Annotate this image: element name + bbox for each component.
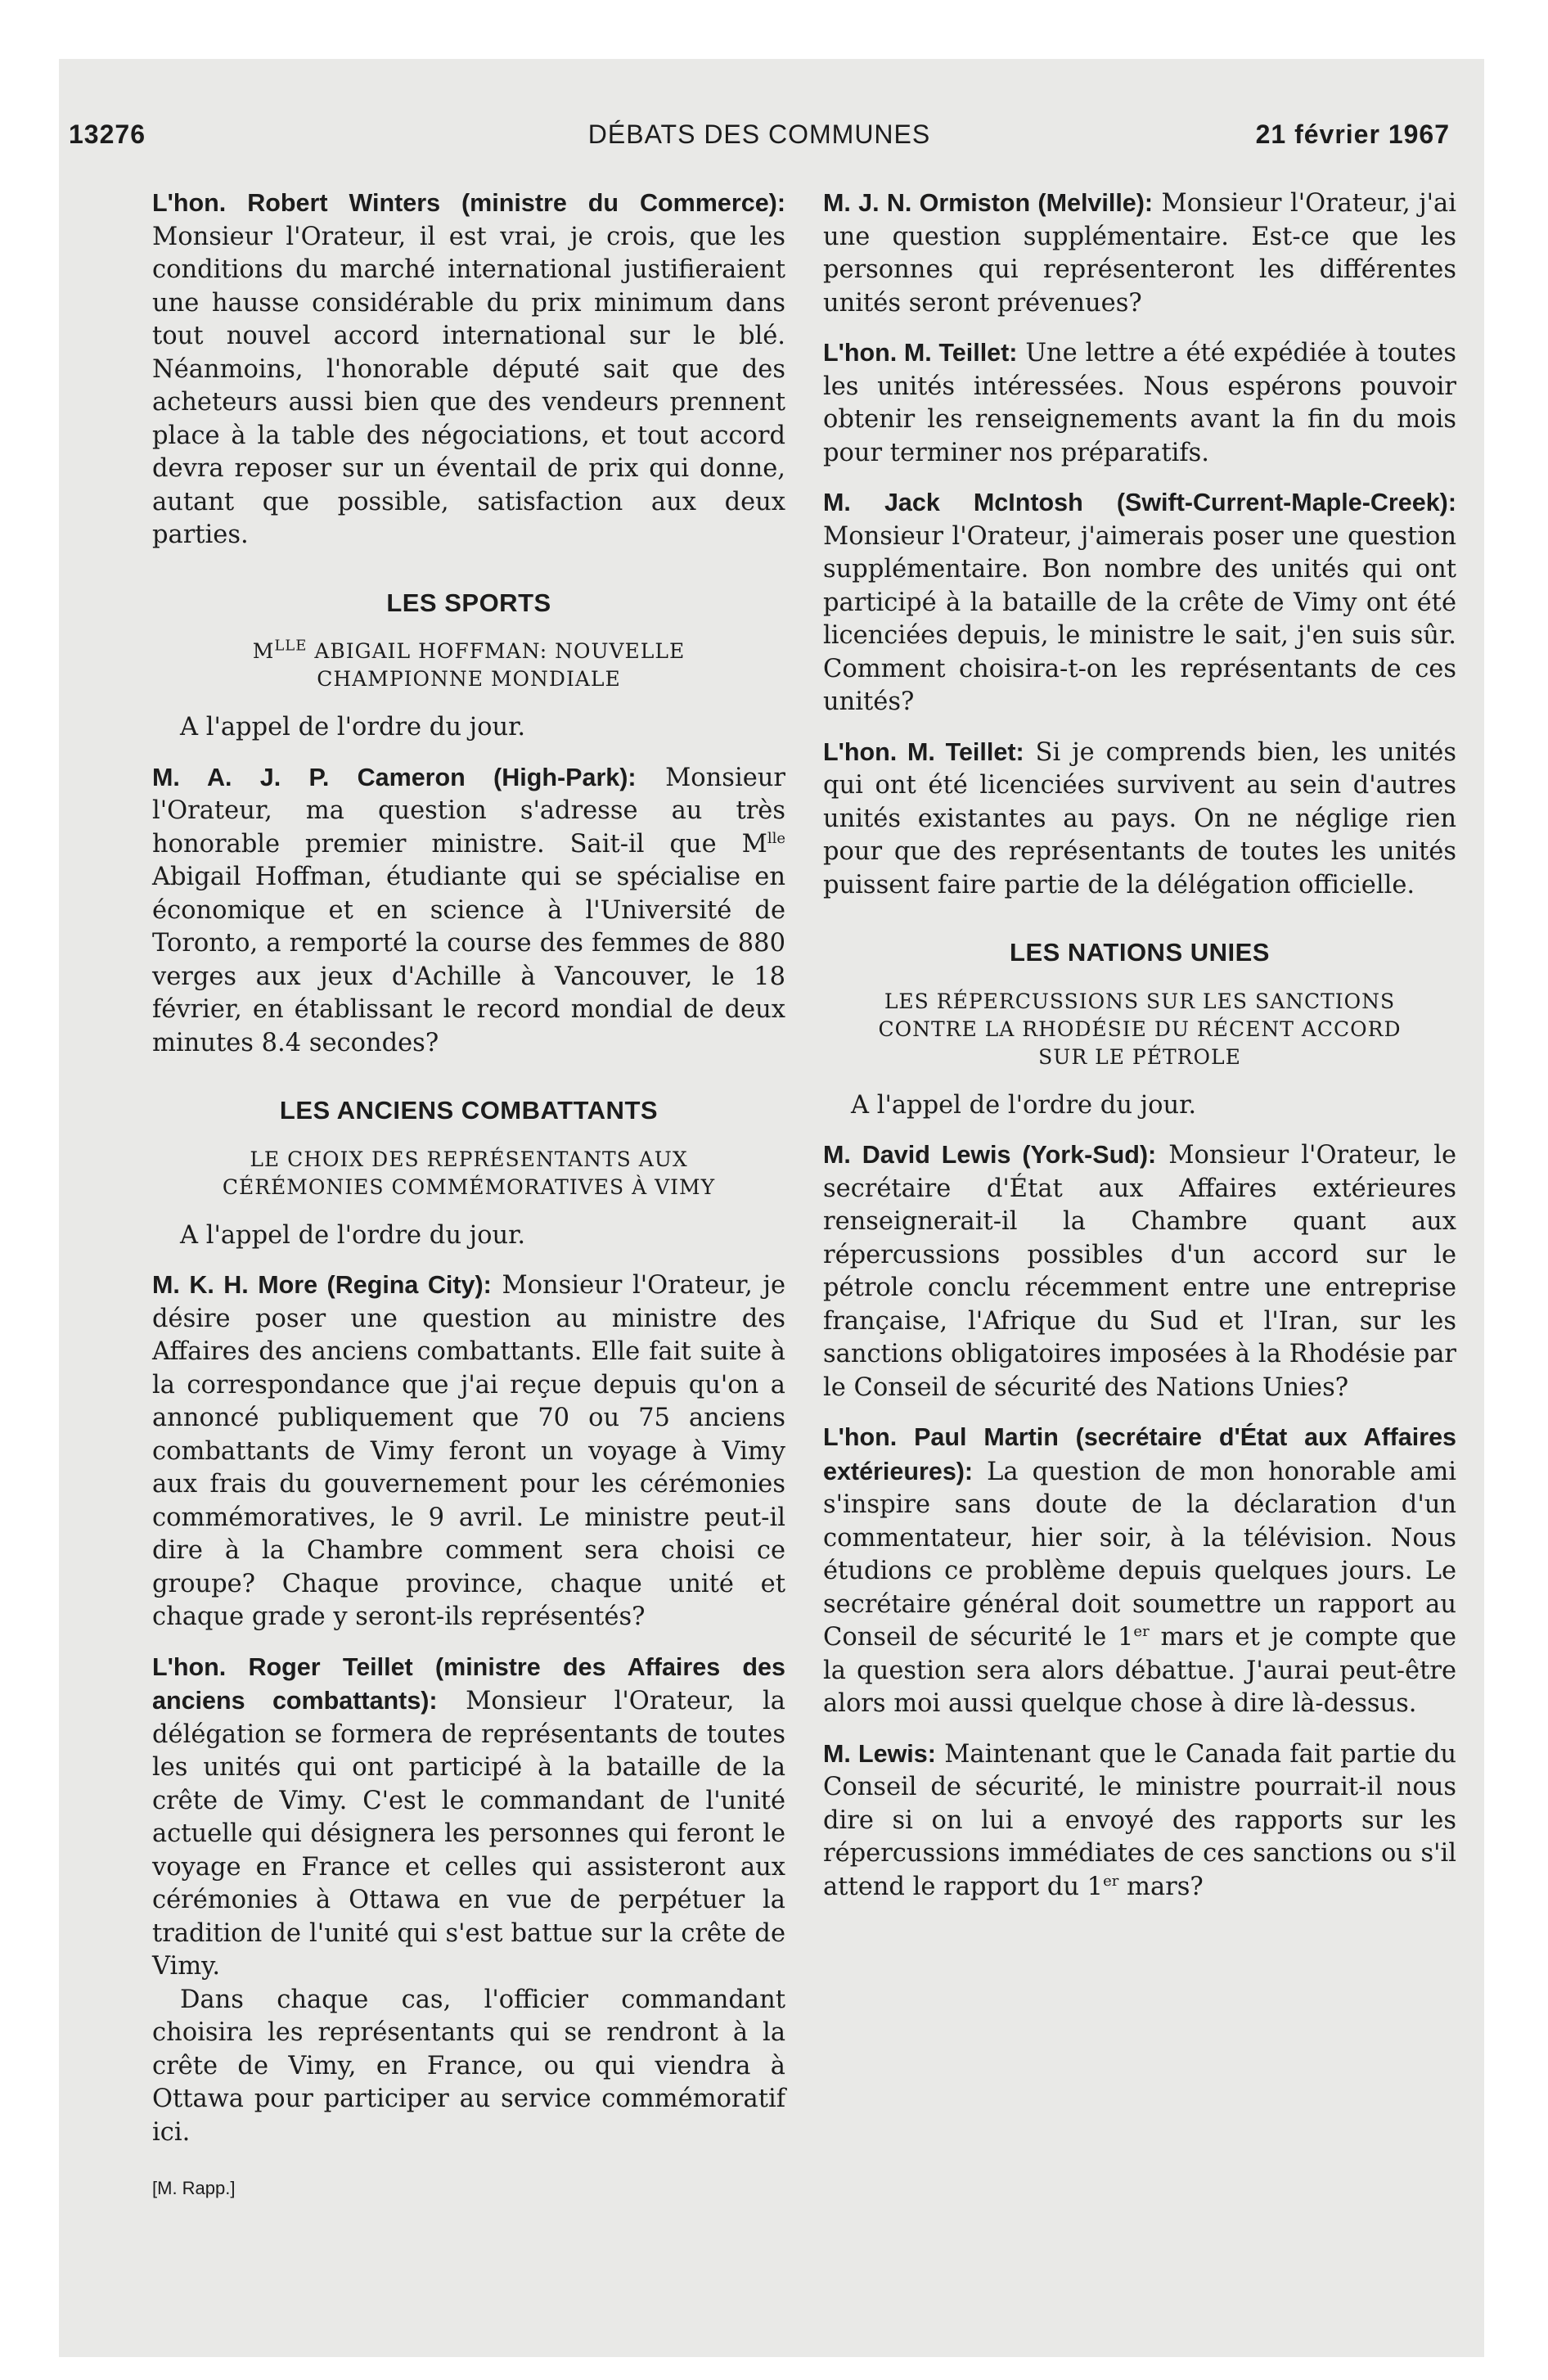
speaker: L'hon. Robert Winters (ministre du Commerce): bbox=[152, 189, 785, 217]
sports-subheading: $M^{LLE}$ ABIGAIL HOFFMAN: NOUVELLE CHAMPIONNE MONDIALE bbox=[252, 637, 686, 691]
lewis-question: M. David Lewis (York-Sud): Monsieur l'Orateur, le secrétaire d'État aux Affaires extérieures renseignerait-il la Chambre quant aux répercussions possibles d'un accord sur le pétrole conclu récemment entre une entreprise française, l'Afrique du Sud et l'Iran, sur les sanctions obligatoires imposées à la Rhodésie par le Conseil de sécurité des Nations Unies? bbox=[823, 1141, 1457, 1402]
un-heading: LES NATIONS UNIES bbox=[1010, 938, 1270, 967]
veterans-heading: LES ANCIENS COMBATTANTS bbox=[279, 1096, 659, 1125]
order-of-day: A l'appel de l'ordre du jour. bbox=[851, 1090, 1197, 1120]
speaker: L'hon. Paul Martin (secrétaire d'État aux Affaires extérieures): bbox=[823, 1423, 1456, 1485]
speaker: M. Lewis: bbox=[823, 1739, 936, 1768]
order-of-day: A l'appel de l'ordre du jour. bbox=[180, 1220, 526, 1250]
page-header bbox=[69, 119, 1450, 160]
veterans-subheading: LE CHOIX DES REPRÉSENTANTS AUX CÉRÉMONIES COMMÉMORATIVES À VIMY bbox=[222, 1147, 716, 1199]
ormiston-question: M. J. N. Ormiston (Melville): Monsieur l'Orateur, j'ai une question supplémentaire. Est-ce que les personnes qui représenteront les différentes unités seront prévenues? bbox=[823, 189, 1456, 318]
martin-answer: L'hon. Paul Martin (secrétaire d'État aux Affaires extérieures): La question de mon honorable ami s'inspire sans doute de la déclaration d'un commentateur, hier soir, à la télévision. Nous étudions ce problème depuis quelques jours. Le secrétaire général doit soumettre un rapport au Conseil de sécurité le 1er mars et je compte que la question sera alors débattue. J'aurai peut-être alors moi aussi quelque chose à dire là-dessus. bbox=[823, 1423, 1457, 1718]
publication-title: DÉBATS DES COMMUNES bbox=[587, 119, 931, 149]
teillet-reply-1: L'hon. M. Teillet: Une lettre a été expédiée à toutes les unités intéressées. Nous espérons pouvoir obtenir les renseignements avant la fin du mois pour terminer nos préparatifs. bbox=[823, 339, 1457, 467]
un-subheading: LES RÉPERCUSSIONS SUR LES SANCTIONS CONTRE LA RHODÉSIE DU RÉCENT ACCORD SUR LE PÉTROLE bbox=[878, 989, 1402, 1069]
speaker: M. A. J. P. Cameron (High-Park): bbox=[152, 763, 637, 791]
teillet-reply-2: L'hon. M. Teillet: Si je comprends bien, les unités qui ont été licenciées survivent au sein d'autres unités existantes au pays. On ne néglige rien pour que des représentants de toutes les unités puissent faire partie de la délégation officielle. bbox=[823, 737, 1456, 899]
speaker: M. K. H. More (Regina City): bbox=[152, 1271, 492, 1299]
lewis-followup: M. Lewis: Maintenant que le Canada fait partie du Conseil de sécurité, le ministre pourrait-il nous dire si on lui a envoyé des rapports sur les répercussions immédiates de ces sanctions ou s'il attend le rapport du 1er mars? bbox=[823, 1739, 1456, 1901]
speaker: L'hon. Roger Teillet (ministre des Affaires des anciens combattants): bbox=[152, 1652, 785, 1715]
page-number: 13276 bbox=[69, 119, 146, 149]
teillet-answer: L'hon. Roger Teillet (ministre des Affaires des anciens combattants): Monsieur l'Orateur, la délégation se formera de représentants de toutes les unités qui ont participé à la bataille de la crête de Vimy. C'est le commandant de l'unité actuelle qui désignera les personnes qui feront le voyage en France et celles qui assisteront aux cérémonies à Ottawa en vue de perpétuer la tradition de l'unité qui s'est battue sur la crête de Vimy. bbox=[152, 1652, 785, 1981]
teillet-answer-cont: Dans chaque cas, l'officier commandant choisira les représentants qui se rendront à la crête de Vimy, en France, ou qui viendra à Ottawa pour participer au service commémoratif ici. bbox=[152, 1985, 785, 2147]
speaker-note: [M. Rapp.] bbox=[152, 2178, 236, 2198]
issue-date: 21 février 1967 bbox=[1255, 119, 1450, 149]
speaker: L'hon. M. Teillet: bbox=[823, 339, 1018, 367]
speaker: M. Jack McIntosh (Swift-Current-Maple-Creek): bbox=[823, 489, 1456, 516]
order-of-day: A l'appel de l'ordre du jour. bbox=[180, 713, 526, 741]
mcintosh-question: M. Jack McIntosh (Swift-Current-Maple-Creek): Monsieur l'Orateur, j'aimerais poser une question supplémentaire. Bon nombre des unités qui ont participé à la bataille de la crête de Vimy ont été licenciées depuis, le ministre le sait, j'en suis sûr. Comment choisira-t-on les représentants de ces unités? bbox=[823, 489, 1456, 716]
winters-answer: L'hon. Robert Winters (ministre du Commerce): Monsieur l'Orateur, il est vrai, je crois, que les conditions du marché international justifieraient une hausse considérable du prix minimum dans tout nouvel accord international sur le blé. Néanmoins, l'honorable député sait que des acheteurs aussi bien que des vendeurs prennent place à la table des négociations, et tout accord devra reposer sur un éventail de prix qui donne, autant que possible, satisfaction aux deux parties. bbox=[152, 189, 785, 549]
speaker: M. David Lewis (York-Sud): bbox=[823, 1141, 1157, 1169]
sports-heading: LES SPORTS bbox=[386, 588, 551, 617]
left-column bbox=[152, 187, 785, 2206]
speaker: L'hon. M. Teillet: bbox=[823, 737, 1024, 766]
cameron-question: M. A. J. P. Cameron (High-Park): Monsieur l'Orateur, ma question s'adresse au très honorable premier ministre. Sait-il que $M^{lle}$ Abigail Hoffman, étudiante qui se spécialise en économique et en science à l'Université de Toronto, a remporté la course des femmes de 880 verges aux jeux d'Achille à Vancouver, le 18 février, en établissant le record mondial de deux minutes 8.4 secondes? bbox=[152, 763, 785, 1057]
speaker: M. J. N. Ormiston (Melville): bbox=[823, 189, 1154, 217]
more-question: M. K. H. More (Regina City): Monsieur l'Orateur, je désire poser une question au ministre des Affaires des anciens combattants. Elle fait suite à la correspondance que j'ai reçue depuis qu'on a annoncé publiquement que 70 ou 75 anciens combattants de Vimy feront un voyage à Vimy aux frais du gouvernement pour les cérémonies commémoratives, le 9 avril. Le ministre peut-il dire à la Chambre comment sera choisi ce groupe? Chaque province, chaque unité et chaque grade y seront-ils représentés? bbox=[152, 1271, 785, 1631]
right-column bbox=[823, 187, 1456, 1920]
